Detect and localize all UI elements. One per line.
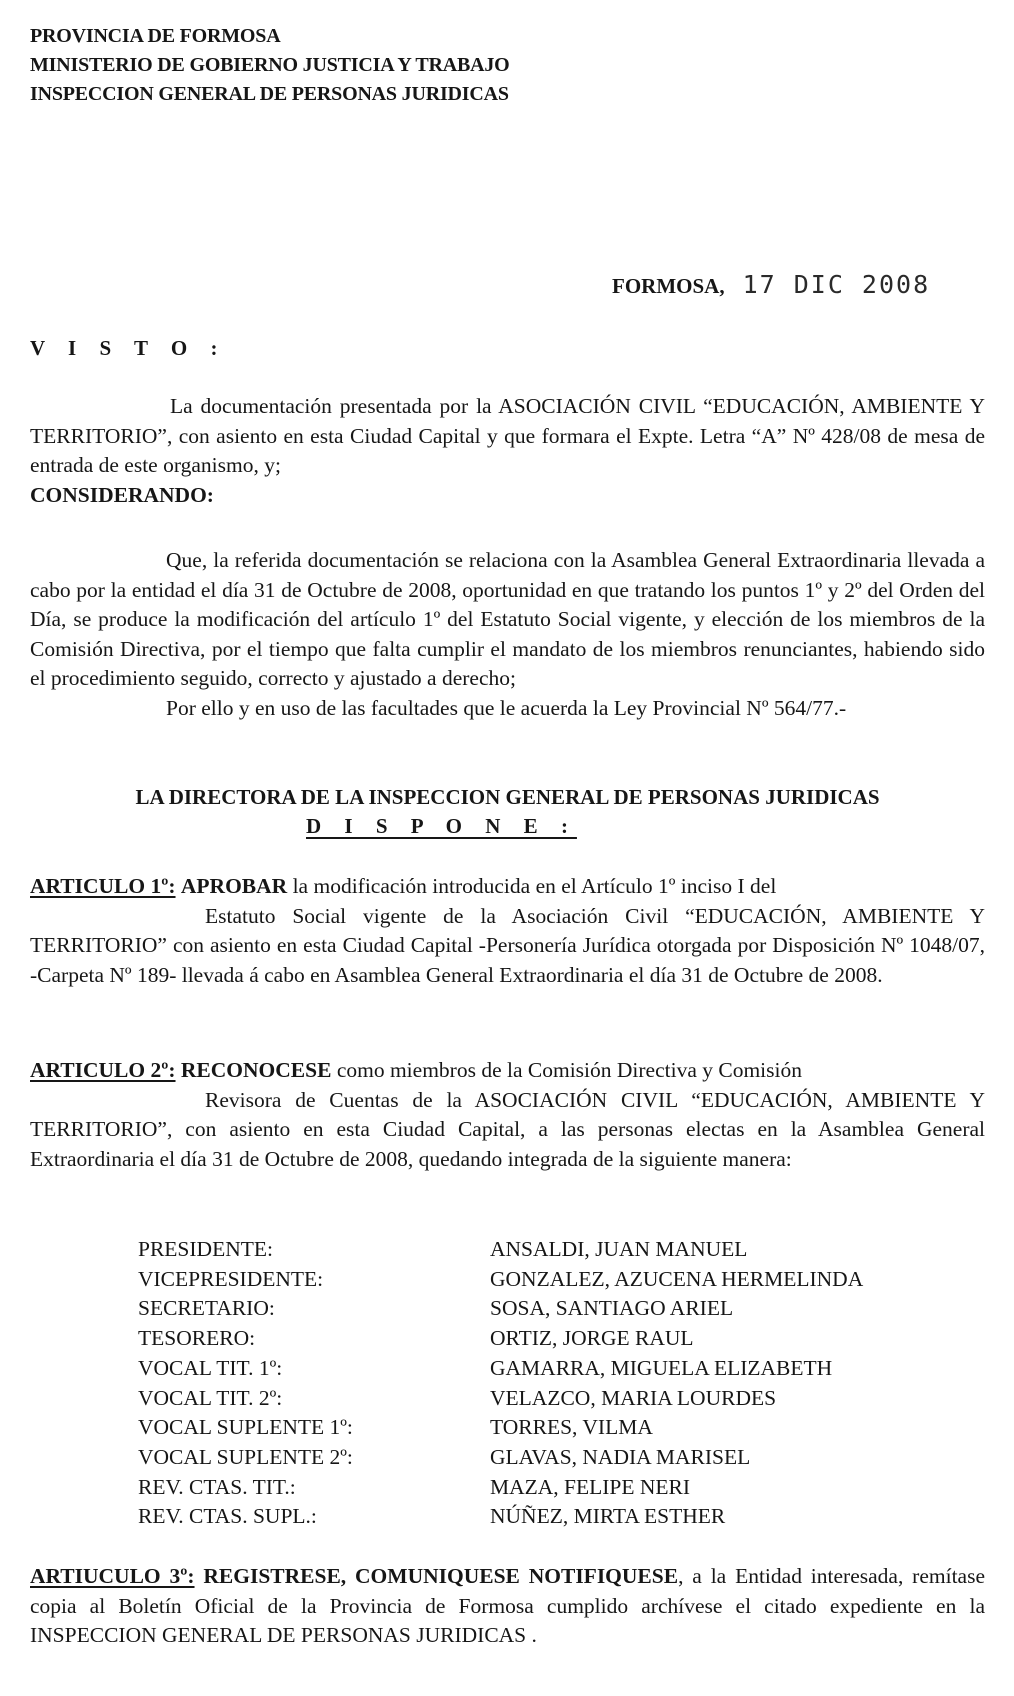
- member-role: VOCAL SUPLENTE 2º:: [138, 1444, 353, 1469]
- dispone-heading: D I S P O N E :: [306, 814, 577, 838]
- considerando-paragraph: Que, la referida documentación se relaciona con la Asamblea General Extraordinaria llevada a cabo por la entidad el día 31 de Octubre de 2008, oportunidad en que tratando los puntos 1º y 2º del Orden del Día, se produce la modificación del artículo 1º del Estatuto Social vigente, y elección de los miembros de la Comisión Directiva, por el tiempo que falta cumplir el mandato de los miembros renunciantes, habiendo sido el procedimiento seguido, correcto y ajustado a derecho;: [30, 548, 985, 690]
- directora-heading: LA DIRECTORA DE LA INSPECCION GENERAL DE PERSONAS JURIDICAS: [135, 785, 880, 809]
- por-ello-paragraph: Por ello y en uso de las facultades que le acuerda la Ley Provincial Nº 564/77.-: [166, 695, 847, 720]
- member-row: [138, 1324, 863, 1354]
- date-stamp: 17 DIC 2008: [742, 270, 931, 299]
- articulo-3-verb: REGISTRESE, COMUNIQUESE NOTIFIQUESE: [203, 1564, 679, 1588]
- member-name: MAZA, FELIPE NERI: [490, 1474, 691, 1499]
- member-name: GONZALEZ, AZUCENA HERMELINDA: [490, 1266, 864, 1291]
- articulo-1-verb: APROBAR: [180, 874, 288, 898]
- letterhead: [30, 22, 510, 109]
- articulo-3-paragraph: [30, 1562, 985, 1651]
- articulo-2-verb: RECONOCESE: [180, 1058, 332, 1082]
- letterhead-province: PROVINCIA DE FORMOSA: [30, 25, 281, 47]
- considerando-heading: CONSIDERANDO:: [30, 482, 214, 507]
- articulo-1: [30, 872, 985, 990]
- letterhead-ministry: MINISTERIO DE GOBIERNO JUSTICIA Y TRABAJO: [30, 54, 510, 76]
- articulo-2: [30, 1056, 985, 1174]
- articulo-1-label: ARTICULO 1º:: [30, 874, 176, 898]
- visto-paragraph: La documentación presentada por la ASOCIACIÓN CIVIL “EDUCACIÓN, AMBIENTE Y TERRITORIO”, con asiento en esta Ciudad Capital y que formara el Expte. Letra “A” Nº 428/08 de mesa de entrada de este organismo, y;: [30, 394, 985, 477]
- member-row: [138, 1413, 863, 1443]
- articulo-3-label: ARTIUCULO 3º:: [30, 1564, 195, 1588]
- members-list: [138, 1235, 863, 1532]
- member-name: VELAZCO, MARIA LOURDES: [490, 1385, 777, 1410]
- member-row: [138, 1265, 863, 1295]
- member-name: GLAVAS, NADIA MARISEL: [490, 1444, 751, 1469]
- visto-section: [30, 392, 985, 510]
- articulo-2-first-text: como miembros de la Comisión Directiva y Comisión: [336, 1058, 802, 1082]
- considerando-section: [30, 546, 985, 723]
- member-row: [138, 1294, 863, 1324]
- articulo-3-text: , a la Entidad interesada, remítase copia al Boletín Oficial de la Provincia de Formosa cumplido archívese el citado expediente en la INSPECCION GENERAL DE PERSONAS JURIDICAS .: [30, 1564, 985, 1647]
- member-row: [138, 1384, 863, 1414]
- member-role: VOCAL TIT. 2º:: [138, 1385, 283, 1410]
- member-role: REV. CTAS. TIT.:: [138, 1474, 296, 1499]
- member-name: ORTIZ, JORGE RAUL: [490, 1326, 694, 1351]
- letterhead-inspection: INSPECCION GENERAL DE PERSONAS JURIDICAS: [30, 83, 509, 105]
- member-role: PRESIDENTE:: [138, 1237, 273, 1261]
- articulo-2-text: Revisora de Cuentas de la ASOCIACIÓN CIVIL “EDUCACIÓN, AMBIENTE Y TERRITORIO”, con asiento en esta Ciudad Capital, a las personas electas en la Asamblea General Extraordinaria el día 31 de Octubre de 2008, quedando integrada de la siguiente manera:: [30, 1087, 985, 1171]
- member-row: [138, 1473, 863, 1503]
- member-role: VOCAL TIT. 1º:: [138, 1355, 283, 1380]
- member-row: [138, 1354, 863, 1384]
- member-row: [138, 1502, 863, 1532]
- member-role: VOCAL SUPLENTE 1º:: [138, 1415, 353, 1440]
- visto-heading: V I S T O :: [30, 336, 227, 360]
- member-name: SOSA, SANTIAGO ARIEL: [490, 1296, 734, 1321]
- member-row: [138, 1235, 863, 1265]
- dateline-city: FORMOSA,: [612, 274, 725, 298]
- articulo-1-first-line: [30, 872, 985, 902]
- dateline: [612, 270, 930, 299]
- member-name: NÚÑEZ, MIRTA ESTHER: [490, 1504, 726, 1529]
- member-name: TORRES, VILMA: [490, 1415, 653, 1440]
- articulo-2-label: ARTICULO 2º:: [30, 1058, 176, 1082]
- member-name: GAMARRA, MIGUELA ELIZABETH: [490, 1355, 833, 1380]
- member-name: ANSALDI, JUAN MANUEL: [490, 1237, 748, 1261]
- articulo-1-first-text: la modificación introducida en el Artículo 1º inciso I del: [292, 874, 777, 898]
- articulo-2-first-line: [30, 1056, 985, 1086]
- articulo-3: [30, 1562, 985, 1651]
- member-role: TESORERO:: [138, 1326, 256, 1351]
- articulo-1-text: Estatuto Social vigente de la Asociación Civil “EDUCACIÓN, AMBIENTE Y TERRITORIO” con asiento en esta Ciudad Capital -Personería Jurídica otorgada por Disposición Nº 1048/07, -Carpeta Nº 189- llevada á cabo en Asamblea General Extraordinaria el día 31 de Octubre de 2008.: [30, 903, 985, 987]
- member-row: [138, 1443, 863, 1473]
- member-role: SECRETARIO:: [138, 1296, 275, 1321]
- member-role: REV. CTAS. SUPL.:: [138, 1504, 317, 1529]
- member-role: VICEPRESIDENTE:: [138, 1266, 324, 1291]
